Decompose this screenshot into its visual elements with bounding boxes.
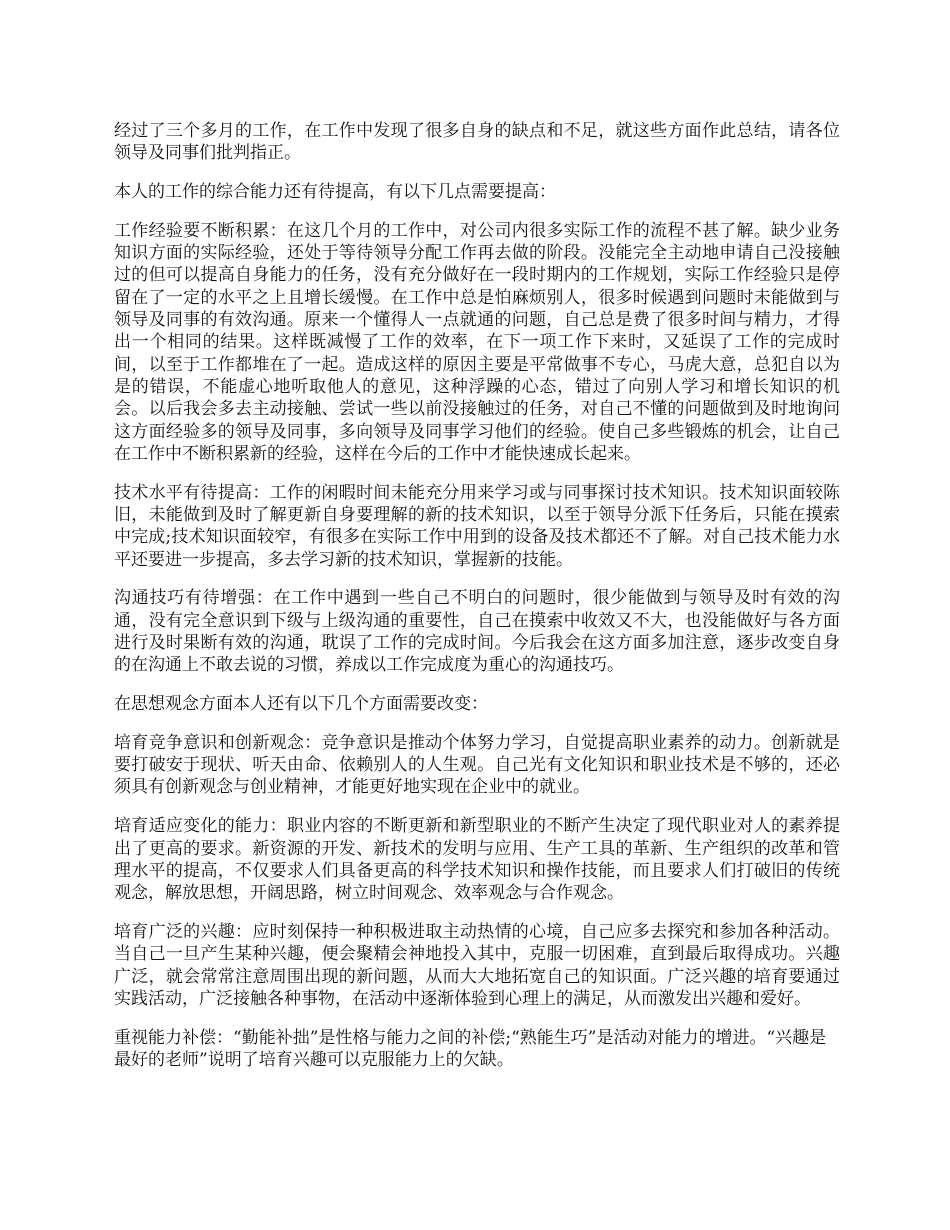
paragraph-technical-level: 技术水平有待提高：工作的闲暇时间未能充分用来学习或与同事探讨技术知识。技术知识面较陈旧，未能做到及时了解更新自身要理解的新的技术知识，以至于领导分派下任务后，只能在摸索中完成;技术知识面较窄，有很多在实际工作中用到的设备及技术都还不了解。对自己技术能力水平还要进一步提高，多去学习新的技术知识，掌握新的技能。 (114, 482, 840, 570)
paragraph-ability-heading: 本人的工作的综合能力还有待提高，有以下几点需要提高： (114, 182, 556, 203)
document-body (114, 120, 840, 1088)
paragraph-intro: 经过了三个多月的工作，在工作中发现了很多自身的缺点和不足，就这些方面作此总结，请各位领导及同事们批判指正。 (114, 121, 840, 164)
paragraph-ability-compensation: 重视能力补偿：“勤能补拙”是性格与能力之间的补偿;“熟能生巧”是活动对能力的增进。“兴趣是最好的老师”说明了培育兴趣可以克服能力上的欠缺。 (114, 1027, 827, 1070)
paragraph-adaptability: 培育适应变化的能力：职业内容的不断更新和新型职业的不断产生决定了现代职业对人的素养提出了更高的要求。新资源的开发、新技术的发明与应用、生产工具的革新、生产组织的改革和管理水平的提高，不仅要求人们具备更高的科学技术知识和操作技能，而且要求人们打破旧的传统观念，解放思想，开阔思路，树立时间观念、效率观念与合作观念。 (114, 816, 840, 904)
paragraph-competition-innovation: 培育竞争意识和创新观念：竞争意识是推动个体努力学习，自觉提高职业素养的动力。创新就是要打破安于现状、听天由命、依赖别人的人生观。自己光有文化知识和职业技术是不够的，还必须具有创新观念与创业精神，才能更好地实现在企业中的就业。 (114, 732, 840, 798)
paragraph-interests: 培育广泛的兴趣：应时刻保持一种积极进取主动热情的心境，自己应多去探究和参加各种活动。当自己一旦产生某种兴趣，便会聚精会神地投入其中，克服一切困难，直到最后取得成功。兴趣广泛，就会常常注意周围出现的新问题，从而大大地拓宽自己的知识面。广泛兴趣的培育要通过实践活动，广泛接触各种事物，在活动中逐渐体验到心理上的满足，从而激发出兴趣和爱好。 (114, 921, 840, 1009)
paragraph-communication: 沟通技巧有待增强：在工作中遇到一些自己不明白的问题时，很少能做到与领导及时有效的沟通，没有完全意识到下级与上级沟通的重要性，自己在摸索中收效又不大，也没能做好与各方面进行及时果断有效的沟通，耽误了工作的完成时间。今后我会在这方面多加注意，逐步改变自身的在沟通上不敢去说的习惯，养成以工作完成度为重心的沟通技巧。 (114, 588, 840, 676)
paragraph-mindset-heading: 在思想观念方面本人还有以下几个方面需要改变： (114, 694, 488, 715)
paragraph-work-experience: 工作经验要不断积累：在这几个月的工作中，对公司内很多实际工作的流程不甚了解。缺少业务知识方面的实际经验，还处于等待领导分配工作再去做的阶段。没能完全主动地申请自己没接触过的但可以提高自身能力的任务，没有充分做好在一段时期内的工作规划，实际工作经验只是停留在了一定的水平之上且增长缓慢。在工作中总是怕麻烦别人，很多时候遇到问题时未能做到与领导及同事的有效沟通。原来一个懂得人一点就通的问题，自己总是费了很多时间与精力，才得出一个相同的结果。这样既减慢了工作的效率，在下一项工作下来时，又延误了工作的完成时间，以至于工作都堆在了一起。造成这样的原因主要是平常做事不专心，马虎大意，总犯自以为是的错误，不能虚心地听取他人的意见，这种浮躁的心态，错过了向别人学习和增长知识的机会。以后我会多去主动接触、尝试一些以前没接触过的任务，对自己不懂的问题做到及时地询问这方面经验多的领导及同事，多向领导及同事学习他们的经验。使自己多些锻炼的机会，让自己在工作中不断积累新的经验，这样在今后的工作中才能快速成长起来。 (114, 220, 840, 464)
